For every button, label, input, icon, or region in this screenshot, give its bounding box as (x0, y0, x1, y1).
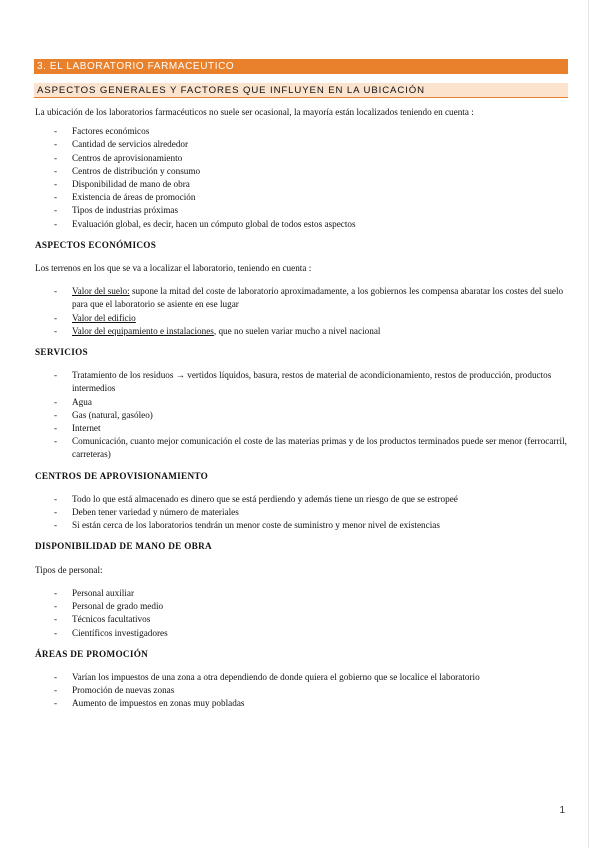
document-body (35, 106, 567, 711)
bullet-dash: - (54, 192, 58, 203)
bullet-dash: - (54, 179, 58, 190)
bullet-dash: - (54, 601, 58, 612)
list-item-text: Agua (72, 396, 92, 407)
bullet-dash: - (54, 396, 58, 407)
underlined-term: Valor del equipamiento e instalaciones (72, 325, 214, 336)
intro-paragraph: La ubicación de los laboratorios farmacéuticos no suele ser ocasional, la mayoría están localizados teniendo en cuenta : (35, 107, 474, 117)
mano-obra-text: Tipos de personal: (35, 564, 103, 575)
list-item (35, 312, 567, 325)
list-item (35, 191, 567, 204)
economicos-list (35, 285, 567, 338)
promocion-list (35, 671, 567, 711)
list-item-text: supone la mitad del coste de laboratorio aproximadamente, a los gobiernos les compensa abaratar los costes del suelo para que el laboratorio se asiente en ese lugar (72, 286, 564, 310)
list-item-text: , que no suelen variar mucho a nivel nacional (213, 325, 381, 336)
bullet-dash: - (54, 325, 58, 336)
list-item (35, 152, 567, 165)
bullet-dash: - (54, 507, 58, 518)
list-item (35, 218, 567, 231)
list-item (35, 600, 567, 613)
list-item (35, 409, 567, 422)
bullet-dash: - (54, 409, 58, 420)
list-item (35, 325, 567, 338)
list-item-text: Disponibilidad de mano de obra (72, 179, 190, 190)
list-item-text: Varían los impuestos de una zona a otra dependiendo de donde quiera el gobierno que se localice el laboratorio (72, 671, 480, 682)
economicos-text: Los terrenos en los que se va a localizar el laboratorio, teniendo en cuenta : (35, 263, 312, 274)
list-item-text: Personal auxiliar (72, 587, 134, 598)
bullet-dash: - (54, 685, 58, 696)
underlined-term: Valor del suelo: (72, 286, 130, 297)
bullet-dash: - (54, 520, 58, 531)
list-item-text: Personal de grado medio (72, 601, 164, 612)
bullet-dash: - (54, 370, 58, 381)
underlined-term: Valor del edificio (72, 312, 136, 323)
list-item (35, 684, 567, 697)
list-item (35, 587, 567, 600)
bullet-dash: - (54, 286, 58, 297)
list-item (35, 671, 567, 684)
list-item-text: Si están cerca de los laboratorios tendrán un menor coste de suministro y menor nivel de existencias (72, 520, 440, 531)
list-item-text: Factores económicos (72, 126, 150, 137)
list-item (35, 697, 567, 710)
bullet-dash: - (54, 436, 58, 447)
list-item-text: Gas (natural, gasóleo) (72, 409, 153, 420)
bullet-dash: - (54, 126, 58, 137)
bullet-dash: - (54, 493, 58, 504)
bullet-dash: - (54, 165, 58, 176)
list-item (35, 493, 567, 506)
bullet-dash: - (54, 614, 58, 625)
bullet-dash: - (54, 312, 58, 323)
list-item (35, 422, 567, 435)
bullet-dash: - (54, 152, 58, 163)
heading-promocion: ÁREAS DE PROMOCIÓN (35, 648, 149, 659)
heading-economicos: ASPECTOS ECONÓMICOS (35, 239, 157, 250)
list-item-text: Centros de aprovisionamiento (72, 152, 183, 163)
list-item-text: Centros de distribución y consumo (72, 165, 201, 176)
list-item (35, 138, 567, 151)
list-item (35, 627, 567, 640)
list-item-text: Científicos investigadores (72, 627, 168, 638)
bullet-dash: - (54, 139, 58, 150)
heading-mano-obra: DISPONIBILIDAD DE MANO DE OBRA (35, 541, 212, 552)
list-item (35, 506, 567, 519)
list-item-text: Tratamiento de los residuos → vertidos líquidos, basura, restos de material de acondicionamiento, restos de producción, productos intermedios (72, 370, 552, 394)
list-item (35, 125, 567, 138)
list-item-text: Comunicación, cuanto mejor comunicación el coste de las materias primas y de los productos terminados puede ser menor (ferrocarril, carreteras) (72, 436, 567, 460)
list-item-text: Internet (72, 423, 101, 434)
list-item-text: Tipos de industrias próximas (72, 205, 179, 216)
page-number: 1 (559, 805, 565, 816)
list-item-text: Aumento de impuestos en zonas muy pobladas (72, 698, 245, 709)
factors-list (35, 125, 567, 231)
bullet-dash: - (54, 423, 58, 434)
list-item-text: Deben tener variedad y número de materiales (72, 507, 239, 518)
heading-servicios: SERVICIOS (35, 347, 88, 358)
bullet-dash: - (54, 587, 58, 598)
aprovisionamiento-list (35, 493, 567, 533)
servicios-list (35, 369, 567, 461)
list-item-text: Todo lo que está almacenado es dinero que se está perdiendo y además tiene un riesgo de que se estropeé (72, 493, 458, 504)
heading-aprovisionamiento: CENTROS DE APROVISIONAMIENTO (35, 470, 209, 481)
list-item (35, 396, 567, 409)
bullet-dash: - (54, 671, 58, 682)
list-item-text: Promoción de nuevas zonas (72, 685, 175, 696)
list-item (35, 178, 567, 191)
list-item (35, 285, 567, 311)
list-item (35, 204, 567, 217)
bullet-dash: - (54, 205, 58, 216)
list-item-text: Existencia de áreas de promoción (72, 192, 196, 203)
list-item (35, 435, 567, 461)
mano-obra-list (35, 587, 567, 640)
page-edge-line (588, 0, 589, 848)
list-item-text: Técnicos facultativos (72, 614, 151, 625)
bullet-dash: - (54, 218, 58, 229)
section-subtitle: ASPECTOS GENERALES Y FACTORES QUE INFLUYEN EN LA UBICACIÓN (34, 83, 568, 98)
list-item-text: Cantidad de servicios alrededor (72, 139, 189, 150)
list-item (35, 369, 567, 395)
chapter-title: 3. EL LABORATORIO FARMACEUTICO (34, 59, 568, 74)
list-item-text: Evaluación global, es decir, hacen un cómputo global de todos estos aspectos (72, 218, 356, 229)
list-item (35, 519, 567, 532)
bullet-dash: - (54, 627, 58, 638)
list-item (35, 165, 567, 178)
list-item (35, 613, 567, 626)
bullet-dash: - (54, 698, 58, 709)
